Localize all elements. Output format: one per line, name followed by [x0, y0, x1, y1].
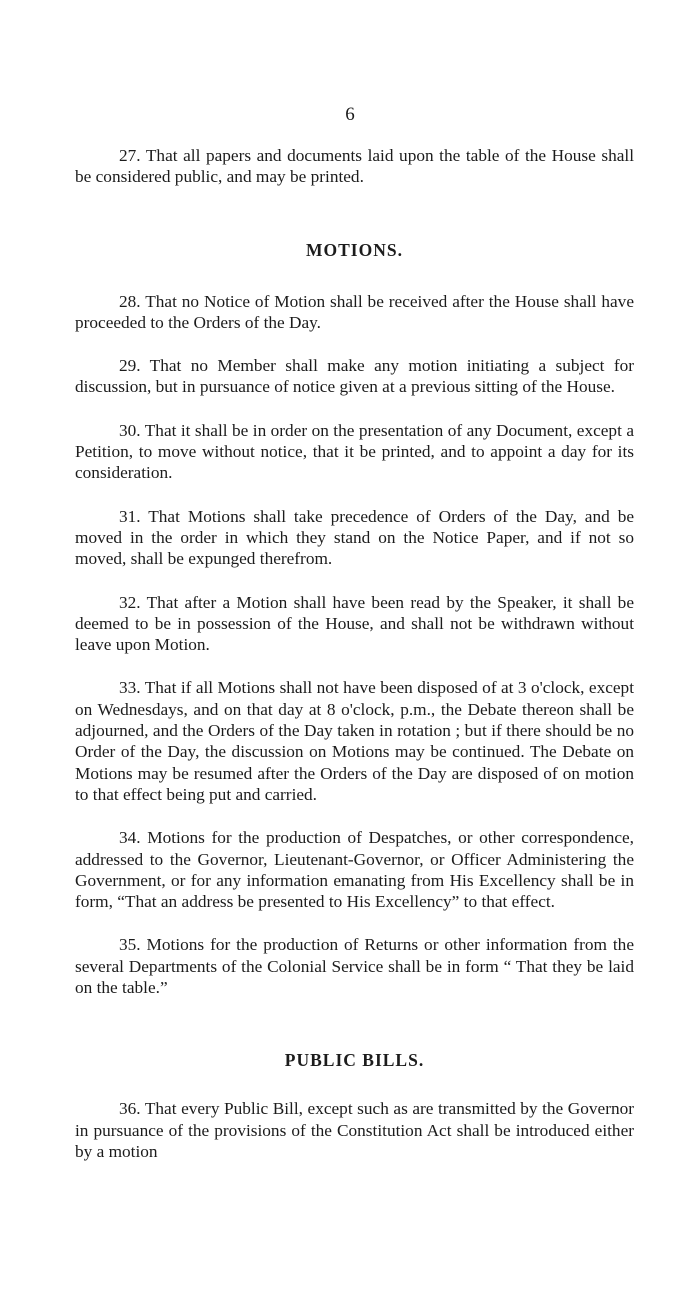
rule-paragraph-33 [75, 677, 634, 805]
rule-text: Motions for the production of Despatches, or other correspondence, addressed to the Governor, Lieutenant-Governor, or Officer Administering the Government, or for any information emanating from His Excellency shall be in form, “That an address be presented to His Excellency” to that effect. [75, 828, 634, 912]
rule-text: That all papers and documents laid upon the table of the House shall be considered public, and may be printed. [75, 146, 635, 187]
rule-number: 33. [119, 678, 141, 698]
rule-number: 30. [119, 420, 141, 440]
rule-number: 29. [119, 356, 141, 376]
rule-text: That if all Motions shall not have been disposed of at 3 o'clock, except on Wednesdays, and on that day at 8 o'clock, p.m., the Debate thereon shall be adjourned, and the Orders of the Day taken in rotation ; but if there should be no Order of the Day, the discussion on Motions may be continued. The Debate on Motions may be resumed after the Orders of the Day are disposed of on motion to that effect being put and carried. [75, 678, 634, 804]
rule-paragraph-29 [75, 355, 634, 398]
page-number: 6 [345, 104, 355, 125]
rule-paragraph-34 [75, 827, 634, 912]
rule-paragraph-32 [75, 592, 634, 656]
section-heading-motions: MOTIONS. [306, 239, 403, 260]
rule-paragraph-30 [75, 420, 634, 484]
rule-text: That Motions shall take precedence of Orders of the Day, and be moved in the order in which they stand on the Notice Paper, and if not so moved, shall be expunged therefrom. [75, 506, 634, 569]
page-body [75, 145, 634, 1162]
rule-text: That every Public Bill, except such as are transmitted by the Governor in pursuance of the provisions of the Constitution Act shall be introduced either by a motion [75, 1099, 635, 1161]
rule-number: 28. [119, 291, 141, 311]
rule-paragraph-28 [75, 291, 634, 334]
rule-text: That no Notice of Motion shall be received after the House shall have proceeded to the Orders of the Day. [75, 291, 634, 332]
rule-paragraph-27 [75, 145, 634, 188]
rule-number: 35. [119, 935, 141, 955]
rule-number: 36. [119, 1099, 141, 1119]
rule-number: 27. [119, 146, 141, 165]
rule-number: 34. [119, 828, 141, 848]
section-heading-public-bills: PUBLIC BILLS. [284, 1050, 425, 1071]
rule-number: 31. [119, 506, 141, 526]
rule-text: Motions for the production of Returns or other information from the several Departments of the Colonial Service shall be in form “ That they be laid on the table.” [75, 935, 634, 998]
rule-paragraph-31 [75, 506, 634, 570]
rule-paragraph-35 [75, 934, 634, 998]
rule-paragraph-36 [75, 1098, 634, 1162]
rule-text: That no Member shall make any motion initiating a subject for discussion, but in pursuance of notice given at a previous sitting of the House. [75, 356, 634, 397]
rule-text: That after a Motion shall have been read by the Speaker, it shall be deemed to be in possession of the House, and shall not be withdrawn without leave upon Motion. [75, 592, 634, 655]
rule-number: 32. [119, 592, 141, 612]
rule-text: That it shall be in order on the presentation of any Document, except a Petition, to move without notice, that it be printed, and to appoint a day for its consideration. [75, 420, 634, 483]
